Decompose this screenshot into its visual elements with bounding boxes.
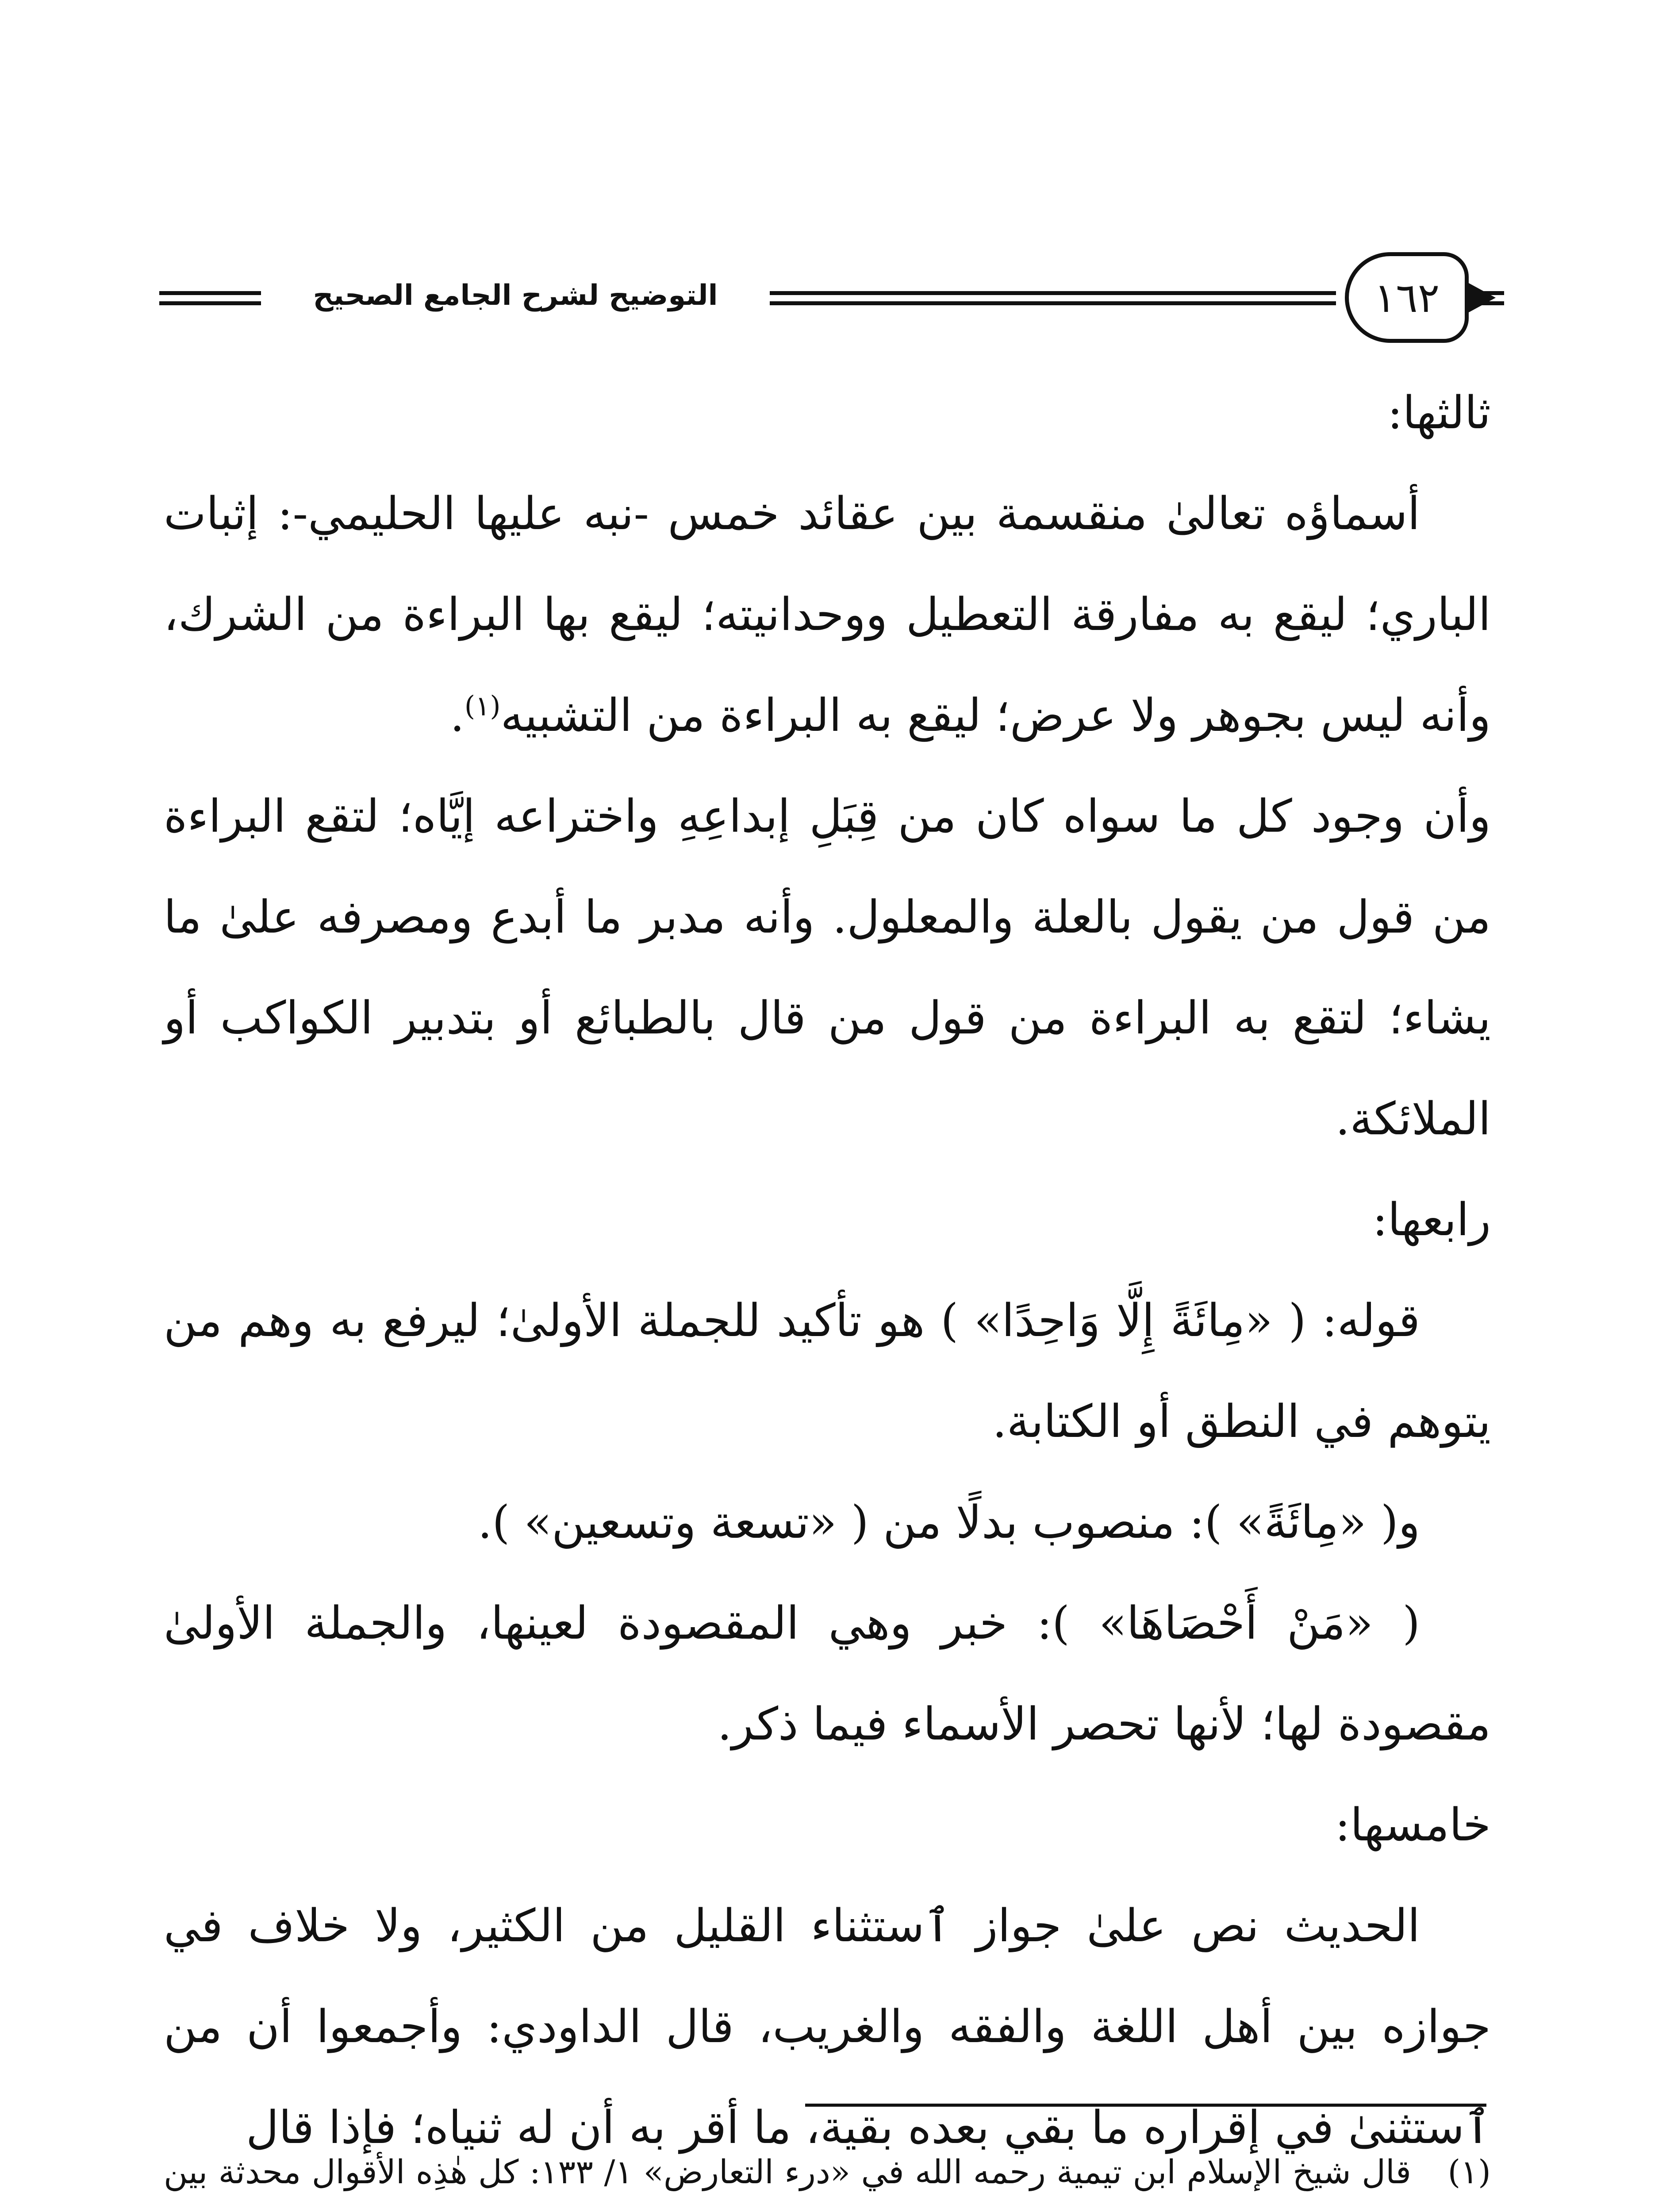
page-number: ١٦٢ bbox=[1374, 274, 1440, 322]
paragraph-creation: وأن وجود كل ما سواه كان من قِبَلِ إبداعِهِ واختراعه إيَّاه؛ لتقع البراءة من قول من يقول بالعلة والمعلول. وأنه مدبر ما أبدع ومصرفه علىٰ ما يشاء؛ لتقع به البراءة من قول من قال بالطبائع أو بتدبير الكواكب أو الملائكة. bbox=[164, 790, 1491, 1145]
running-title: التوضيح لشرح الجامع الصحيح bbox=[313, 279, 718, 312]
paragraph-whoever-enumerates: ( «مَنْ أَحْصَاهَا» ): خبر وهي المقصودة لعينها، والجملة الأولىٰ مقصودة لها؛ لأنها تحصر الأسماء فيما ذكر. bbox=[164, 1597, 1491, 1751]
footnote-number: (١) bbox=[1447, 2153, 1491, 2191]
page-number-ornament bbox=[1345, 252, 1469, 343]
header-rule-left bbox=[159, 291, 261, 305]
header-rule-right bbox=[1469, 291, 1504, 305]
footnote-reference: (١) bbox=[464, 690, 501, 722]
section-heading-third: ثالثها: bbox=[1387, 387, 1491, 439]
paragraph-names-beliefs bbox=[164, 464, 1491, 766]
page-header bbox=[159, 248, 1504, 349]
main-text bbox=[164, 363, 1491, 2178]
footnote-separator bbox=[805, 2104, 1486, 2107]
footnote bbox=[164, 2137, 1491, 2212]
paragraph-end-punctuation: . bbox=[450, 689, 465, 742]
section-heading-fourth: رابعها: bbox=[1372, 1194, 1491, 1246]
header-rule-middle bbox=[770, 291, 1336, 305]
paragraph-text: أسماؤه تعالىٰ منقسمة بين عقائد خمس -نبه عليها الحليمي-: إثبات الباري؛ ليقع به مفارقة التعطيل ووحدانيته؛ ليقع بها البراءة من الشرك، وأنه ليس بجوهر ولا عرض؛ ليقع به البراءة من التشبيه bbox=[164, 488, 1491, 742]
paragraph-exception: الحديث نص علىٰ جواز ٱستثناء القليل من الكثير، ولا خلاف في جوازه بين أهل اللغة والفقه والغريب، قال الداودي: وأجمعوا أن من ٱستثنىٰ في إقراره ما بقي بعده بقية، ما أقر به أن له ثنياه؛ فإذا قال bbox=[164, 1900, 1491, 2154]
paragraph-hundred-minus-one: قوله: ( «مِائَةً إِلَّا وَاحِدًا» ) هو تأكيد للجملة الأولىٰ؛ ليرفع به وهم من يتوهم في النطق أو الكتابة. bbox=[164, 1294, 1491, 1448]
section-heading-fifth: خامسها: bbox=[1335, 1799, 1491, 1851]
footnote-text: قال شيخ الإسلام ابن تيمية رحمه الله في «درء التعارض» ١/ ١٣٣: كل هٰذِه الأقوال محدثة بين bbox=[164, 2153, 1411, 2191]
paragraph-hundred-grammar: و( «مِائَةً» ): منصوب بدلًا من ( «تسعة وتسعين» ). bbox=[478, 1496, 1420, 1549]
